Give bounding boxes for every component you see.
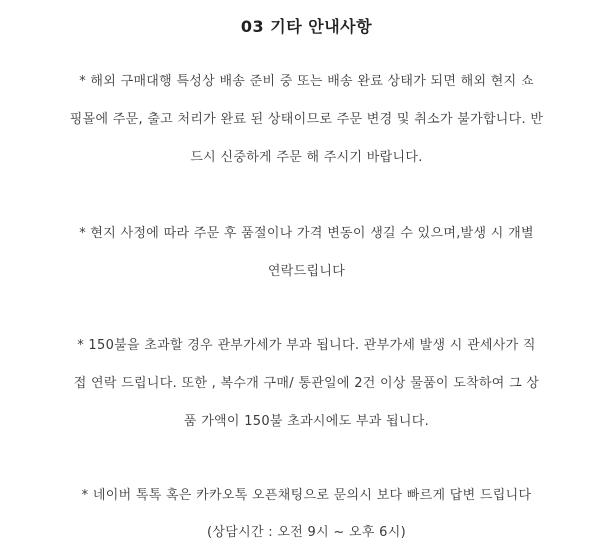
notice-3-line-1: * 150불을 초과할 경우 관부가세가 부과 됩니다. 관부가세 발생 시 관세사가 직 [77,338,536,353]
notice-1-line-2: 핑몰에 주문, 출고 처리가 완료 된 상태이므로 주문 변경 및 취소가 불가합니다. 반 [69,112,544,127]
notice-3-line-2: 접 연락 드립니다. 또한 , 복수개 구매/ 통관일에 2건 이상 물품이 도착하여 그 상 [73,376,540,391]
notice-2-line-2: 연락드립니다 [267,264,346,279]
notice-1-line-3: 드시 신중하게 주문 해 주시기 바랍니다. [190,150,423,165]
notice-4-line-1: * 네이버 톡톡 혹은 카카오톡 오픈채팅으로 문의시 보다 빠르게 답변 드립니다 [81,488,532,503]
section-title: 03 기타 안내사항 [240,17,373,36]
notice-3-line-3: 품 가액이 150불 초과시에도 부과 됩니다. [183,414,430,429]
notice-4-line-2: (상담시간 : 오전 9시 ~ 오후 6시) [207,525,406,540]
notice-2-line-1: * 현지 사정에 따라 주문 후 품절이나 가격 변동이 생길 수 있으며,발생 시 개별 [79,226,534,241]
notice-1-line-1: * 해외 구매대행 특성상 배송 준비 중 또는 배송 완료 상태가 되면 해외 현지 쇼 [79,74,534,89]
